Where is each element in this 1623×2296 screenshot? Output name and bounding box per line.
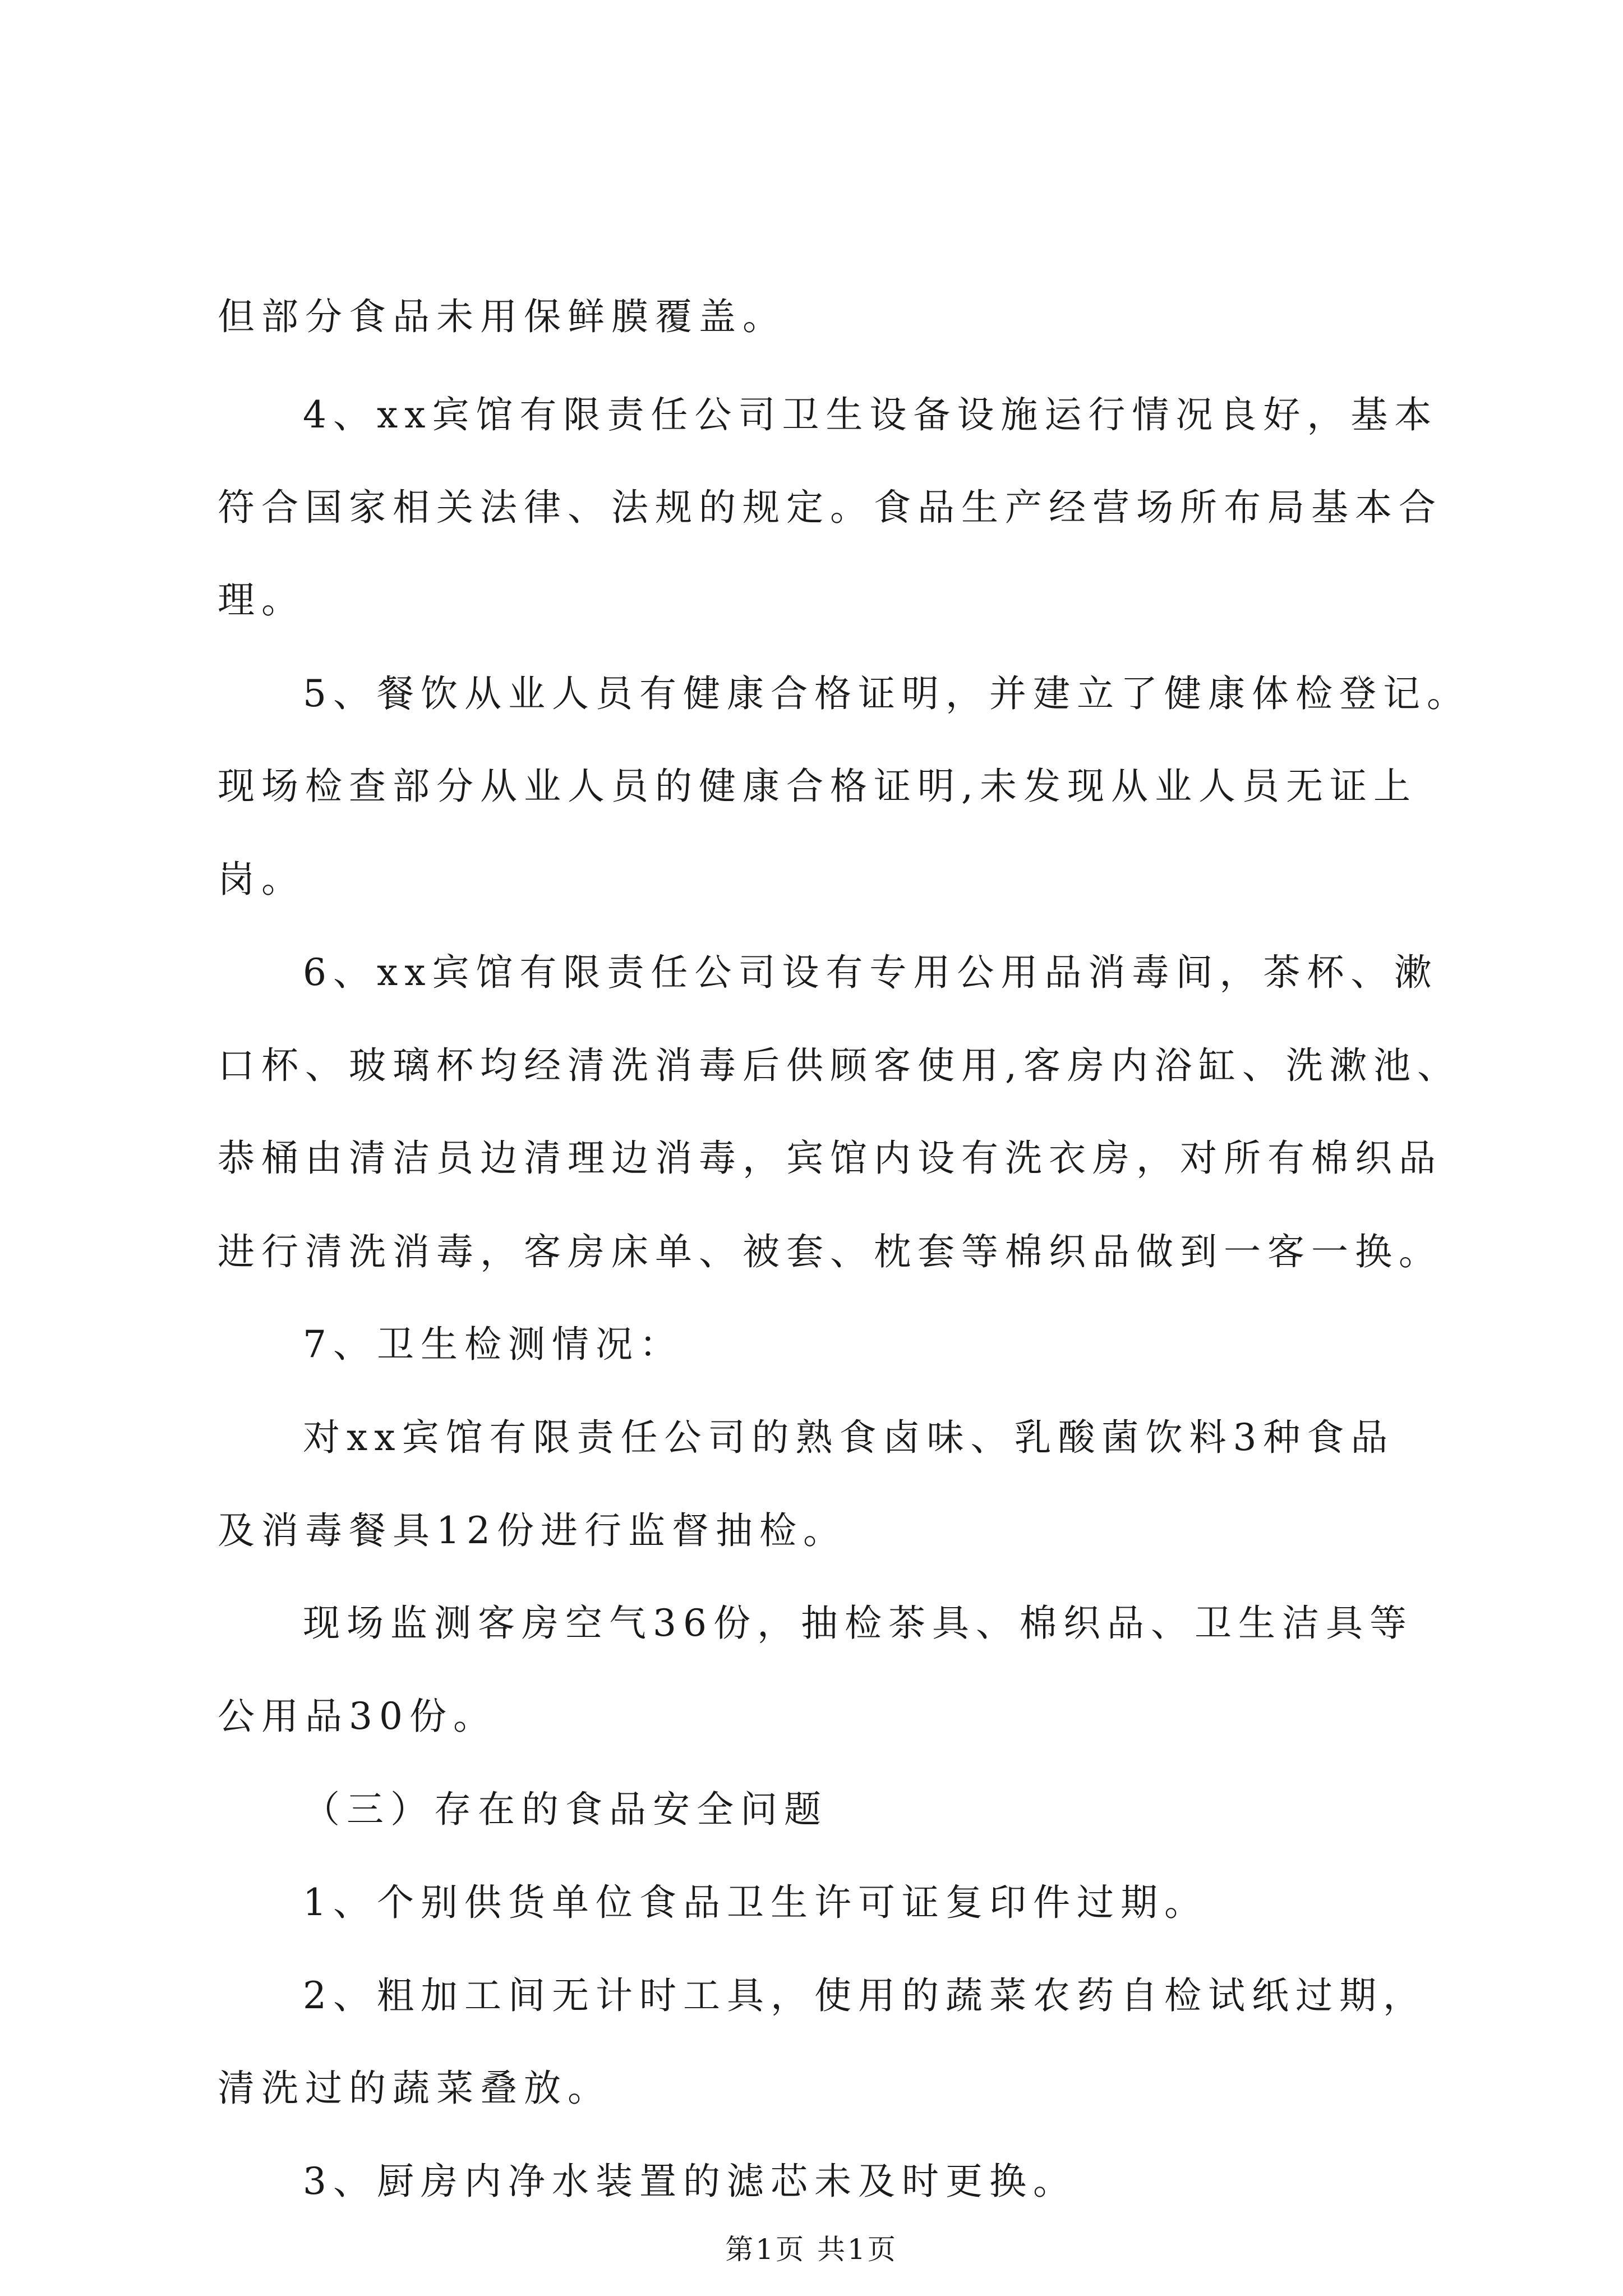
body-line: 1、个别供货单位食品卫生许可证复印件过期。	[303, 1881, 1208, 1924]
body-line: 口杯、玻璃杯均经清洗消毒后供顾客使用,客房内浴缸、洗漱池、	[218, 1044, 1461, 1087]
body-line: 岗。	[218, 858, 305, 901]
body-line: 4、xx宾馆有限责任公司卫生设备设施运行情况良好，基本	[303, 393, 1438, 436]
body-line: 3、厨房内净水装置的滤芯未及时更换。	[303, 2160, 1077, 2203]
body-line: 清洗过的蔬菜叠放。	[218, 2067, 611, 2110]
body-line: 公用品30份。	[218, 1695, 497, 1738]
body-line: 理。	[218, 578, 305, 622]
body-line: 恭桶由清洁员边清理边消毒，宾馆内设有洗衣房，对所有棉织品	[218, 1137, 1442, 1180]
body-line: 5、餐饮从业人员有健康合格证明，并建立了健康体检登记。	[303, 672, 1470, 715]
body-line: 进行清洗消毒，客房床单、被套、枕套等棉织品做到一客一换。	[218, 1230, 1442, 1273]
body-line: 6、xx宾馆有限责任公司设有专用公用品消毒间，茶杯、漱	[303, 951, 1438, 994]
body-line: 2、粗加工间无计时工具，使用的蔬菜农药自检试纸过期，	[303, 1974, 1427, 2017]
body-line: 现场监测客房空气36份，抽检茶具、棉织品、卫生洁具等	[303, 1602, 1413, 1645]
body-line: 符合国家相关法律、法规的规定。食品生产经营场所布局基本合	[218, 486, 1442, 529]
body-line: 7、卫生检测情况：	[303, 1323, 683, 1366]
section-heading: （三）存在的食品安全问题	[303, 1788, 828, 1831]
body-line: 现场检查部分从业人员的健康合格证明,未发现从业人员无证上	[218, 765, 1417, 808]
body-line: 对xx宾馆有限责任公司的熟食卤味、乳酸菌饮料3种食品	[303, 1416, 1395, 1459]
page-number-footer: 第1页 共1页	[725, 2233, 898, 2266]
body-line: 但部分食品未用保鲜膜覆盖。	[218, 295, 786, 338]
body-line: 及消毒餐具12份进行监督抽检。	[218, 1509, 847, 1552]
